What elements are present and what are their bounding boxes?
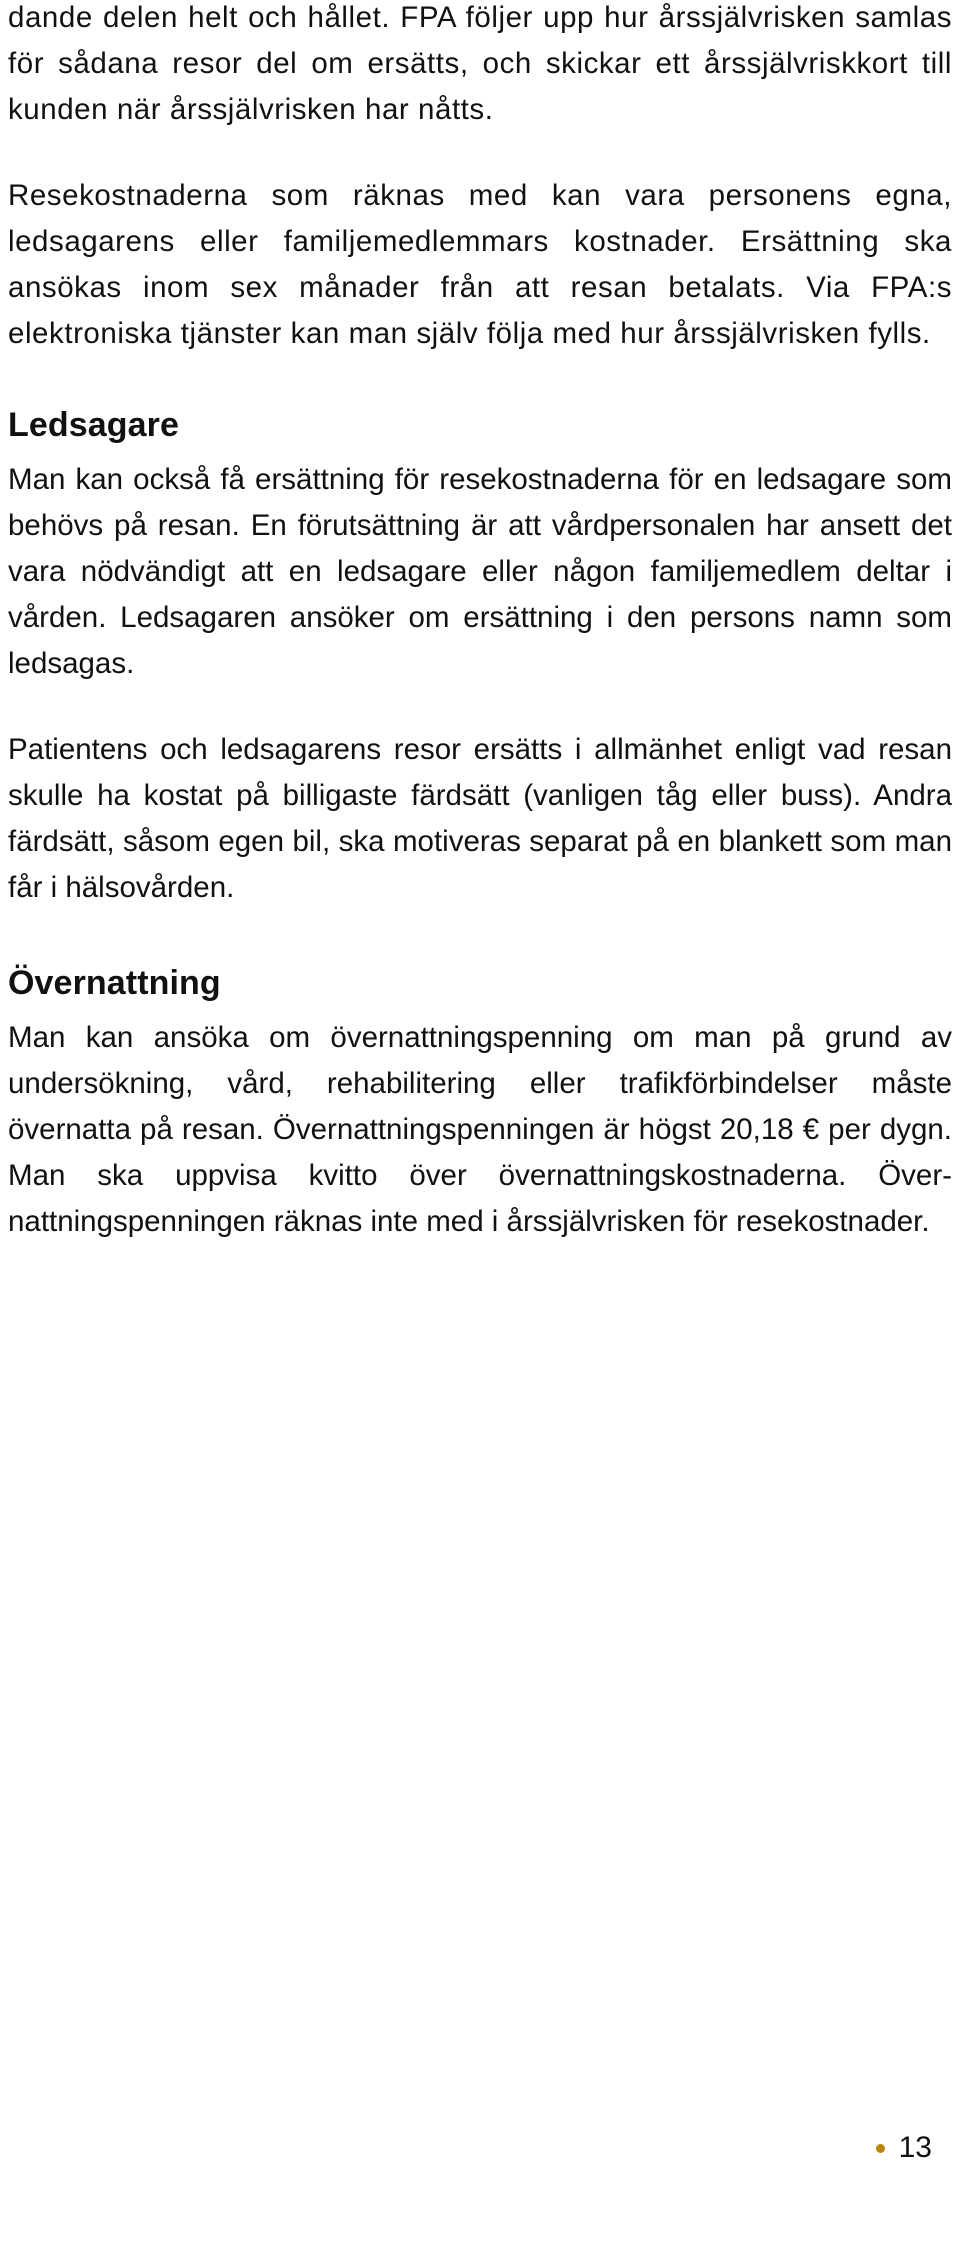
section-heading-ledsagare: Ledsagare — [8, 406, 179, 444]
document-page — [8, 0, 952, 1245]
paragraph-intro-continuation: dande delen helt och hållet. FPA följer upp hur årssjälvrisken samlas för sådana resor del om ersätts, och skickar ett årssjälvriskkort till kunden när årssjälvrisken har nåtts. — [8, 1, 952, 126]
section-heading-overnattning: Övernattning — [8, 964, 221, 1002]
paragraph-ledsagare-1: Man kan också få ersättning för resekostnaderna för en ledsagare som behövs på resan. En förutsättning är att vårdpersonalen har ansett det vara nödvändigt att en ledsagare eller någon familjemedlem deltar i vården. Ledsagaren ansöker om ersättning i den persons namn som ledsagas. — [8, 463, 952, 680]
page-footer — [876, 2130, 932, 2166]
paragraph-ledsagare-2: Patientens och ledsagarens resor ersätts i allmänhet enligt vad resan skulle ha kostat på billigaste färdsätt (vanligen tåg eller buss). Andra färdsätt, såsom egen bil, ska motiveras separat på en blankett som man får i hälsovården. — [8, 733, 952, 904]
paragraph-overnattning-1: Man kan ansöka om övernattningspenning om man på grund av undersökning, vård, rehabilitering eller trafikförbindelser måste övernatta på resan. Övernattningspenningen är högst 20,18 € per dygn. Man ska uppvisa kvitto över övernattningskostnaderna. Övernattningspenningen räknas inte med i årssjälvrisken för resekostnader. — [8, 1021, 952, 1238]
paragraph-travel-costs: Resekostnaderna som räknas med kan vara personens egna, ledsagarens eller familjemedlemmars kostnader. Ersättning ska ansökas inom sex månader från att resan betalats. Via FPA:s elektroniska tjänster kan man själv följa med hur årssjälvrisken fylls. — [8, 179, 952, 350]
page-number: 13 — [898, 2131, 932, 2164]
bullet-dot-icon — [876, 2144, 885, 2153]
